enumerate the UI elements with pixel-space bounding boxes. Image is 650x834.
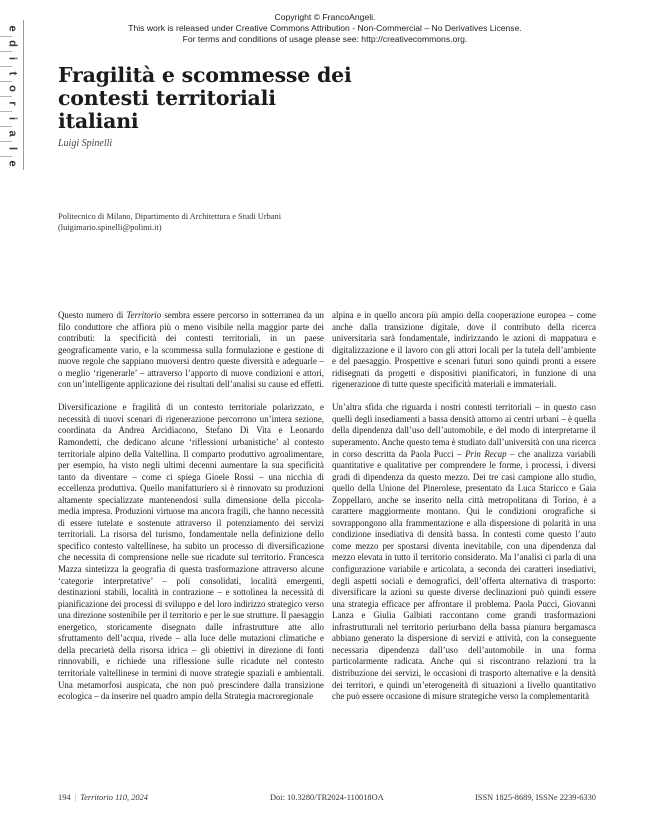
- article-author: Luigi Spinelli: [58, 138, 113, 149]
- affiliation-email: (luigimario.spinelli@polimi.it): [58, 223, 162, 232]
- author-affiliation: [58, 211, 378, 233]
- body-column-right: [332, 310, 596, 703]
- footer-separator: |: [74, 793, 77, 802]
- footer-issn: ISSN 1825-8689, ISSNe 2239-6330: [475, 793, 596, 802]
- paragraph: alpina e in quello ancora più ampio della cooperazione europea – come anche dalla transizione digitale, dove il contributo della ricerca universitaria sarà fondamentale, indirizzando le azioni di mappatura e digitalizzazione e il lavoro con gli attori locali per la tutela dell’ambiente e del paesaggio. Prospettive e scenari futuri sono quindi pronti a essere ridisegnati da progetti e dispositivi pianificatori, in funzione di una rigenerazione di tutte queste specificità materiali e immateriali.: [332, 310, 596, 390]
- sidebar-letter: e: [6, 25, 19, 32]
- sidebar-letter: l: [6, 146, 19, 151]
- journal-issue: Territorio 110, 2024: [80, 793, 148, 802]
- terms-line: For terms and conditions of usage please see: http://creativecommons.org.: [182, 34, 468, 44]
- footer-left: [58, 793, 148, 802]
- paragraph: [332, 402, 596, 702]
- page-number: 194: [58, 793, 71, 802]
- sidebar-letter: i: [6, 56, 19, 61]
- sidebar-letter: o: [6, 85, 19, 92]
- page-footer: [58, 793, 596, 805]
- body-column-left: [58, 310, 324, 703]
- text-run: Un’altra sfida che riguarda i nostri contesti territoriali – in questo caso quelli degli insediamenti a bassa densità attorno ai centri urbani – è quella della dipendenza dall’uso dell’automobile, e del modo di interpretarne il superamento. Anche questo tema è studiato dall’università con una ricerca in corso descritta da Paola Pucci –: [332, 402, 596, 459]
- project-name: Prin Recap: [465, 448, 507, 459]
- sidebar-letter: r: [6, 101, 19, 106]
- text-run: sembra essere percorso in sotterranea da un filo conduttore che affiora più o meno visibile nella maggior parte dei contributi: la specificità dei contesti territoriali, in un paese geograficamente vario, e la scommessa sulla formulazione e gestione di nuove regole che sappiano muoversi dentro queste diversità e adeguarle – o meglio ‘rigenerarle’ – attraverso l’apporto di nuove condizioni e attori, con un’intelligente applicazione dei risultati dell’analisi su cause ed effetti.: [58, 310, 324, 390]
- footer-doi: Doi: 10.3280/TR2024-110018OA: [270, 793, 384, 802]
- sidebar-letter: a: [6, 130, 19, 137]
- license-line: This work is released under Creative Commons Attribution - Non-Commercial – No Derivatives License.: [128, 23, 522, 33]
- sidebar-letter: d: [6, 40, 19, 47]
- paragraph: Diversificazione e fragilità di un contesto territoriale polarizzato, e necessità di nuovi scenari di rigenerazione percorrono un’intera sezione, coordinata da Andrea Arcidiacono, Stefano Di Vita e Leonardo Ramondetti, che dedicano alcune ‘riflessioni urbanistiche’ al contesto territoriale alpino della Valtellina. Il comparto produttivo agroalimentare, per esempio, ha visto negli ultimi decenni aumentare la sua specificità tanto da diventare – come ci spiega Gioele Rossi – una nicchia di eccellenza produttiva. Quello manifatturiero si è rinnovato su produzioni altamente specializzate mantenendosi sulla dimensione della piccola-media impresa. Produzioni virtuose ma ancora fragili, che hanno necessità di essere tutelate e sostenute attraverso il potenziamento dei servizi territoriali. La risorsa del turismo, fondamentale nella definizione dello specifico contesto valtellinese, ha subito un processo di diversificazione che necessita di comprensione nelle sue ricadute sul territorio. Francesca Mazza sintetizza la geografia di questa trasformazione attraverso alcune ‘categorie interpretative’ – poli consolidati, località emergenti, destinazioni stabili, località in contrazione – e sottolinea la necessità di pianificazione dei processi di sviluppo e del loro indirizzo strategico verso una direzione sostenibile per il territorio e per le sue strutture. Il paesaggio energetico, storicamente disegnato dalle infrastrutture atte allo sfruttamento dell’acqua, rivede – alla luce delle mutazioni climatiche e della precarietà della risorsa idrica – gli obiettivi in direzione di fonti rinnovabili, e richiede una riflessione sulle ricadute nel contesto territoriale valtellinese in termini di nuove strategie spaziali e ambientali. Una metamorfosi auspicata, che non può prescindere dalla transizione ecologica – da inserire nel quadro ampio della Strategia macroregionale: [58, 402, 324, 702]
- copyright-notice: [0, 12, 650, 45]
- article-title: Fragilità e scommesse dei contesti territoriali italiani: [58, 63, 352, 133]
- text-run: – che analizza variabili quantitative e qualitative per comprendere le forme, i processi, i diversi gradi di dipendenza da questo mezzo. Dei tre casi campione allo studio, quello della Unione del Pinerolese, presentato da Luca Staricco e Gaia Zoppellaro, anche se inserito nella città metropolitana di Torino, è a carattere maggiormente montano. Qui le condizioni orografiche si sovrappongono alla frammentazione e alla dispersione di polarità in una condizione insediativa di densità bassa. In contesti come questo l’auto come mezzo per spostarsi diventa inevitabile, con una dipendenza dal mezzo elevata in tutto il territorio considerato. Ma l’analisi ci parla di una configurazione variabile e articolata, a seconda dei caratteri insediativi, degli aspetti sociali e demografici, dell’offerta alternativa di trasporto: diversificare la azioni su queste diverse declinazioni può quindi essere una strategia efficace per affrontare il problema. Paola Pucci, Giovanni Lanza e Giulia Galbiati raccontano come grandi trasformazioni infrastrutturali nel territorio periurbano della bassa pianura bergamasca abbiano generato la dispersione di servizi e attività, con la conseguente necessaria dipendenza dall’uso dell’automobile in una forma particolarmente radicata. Anche qui si riscontrano relazioni tra la distribuzione dei servizi, le occasioni di trasporto alternative e la densità dei territori, e quindi un’eterogeneità di situazioni a livello quantitativo che può essere occasione di misure strategiche verso la complementarità: [332, 448, 597, 702]
- affiliation-institution: Politecnico di Milano, Dipartimento di Architettura e Studi Urbani: [58, 212, 282, 221]
- text-run: Questo numero di: [58, 310, 127, 320]
- sidebar-letter: t: [6, 71, 19, 76]
- sidebar-letter: e: [6, 160, 19, 167]
- paragraph: [58, 310, 324, 391]
- journal-name: Territorio: [126, 310, 162, 320]
- section-sidebar: [0, 20, 24, 170]
- copyright-line: Copyright © FrancoAngeli.: [274, 12, 376, 22]
- sidebar-letter: i: [6, 116, 19, 121]
